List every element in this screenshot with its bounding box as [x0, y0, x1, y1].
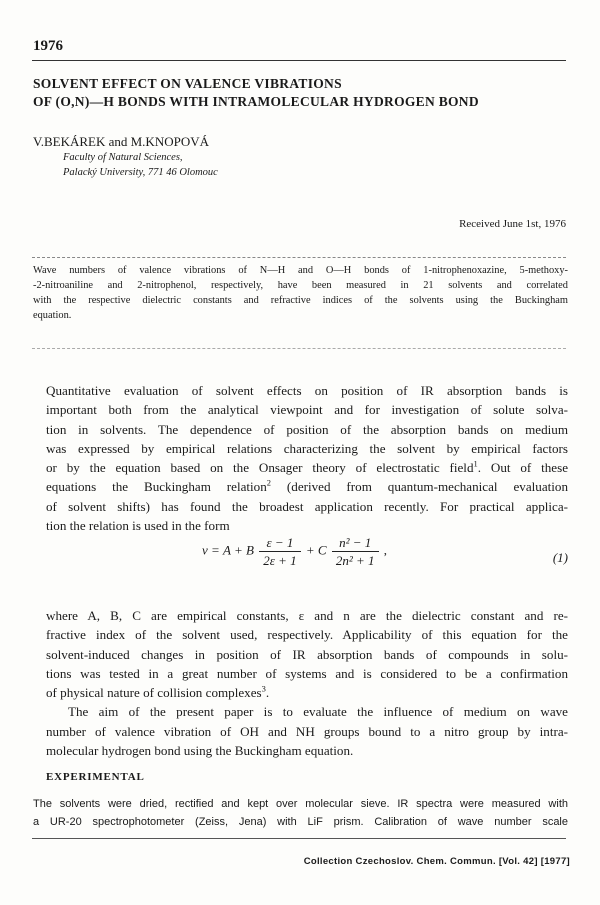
title-line-2: OF (O,N)—H BONDS WITH INTRAMOLECULAR HYDROGEN BOND [33, 94, 479, 109]
authors: V.BEKÁREK and M.KNOPOVÁ [33, 134, 209, 149]
affiliation-line-2: Palacký University, 771 46 Olomouc [63, 167, 218, 178]
text-line: where A, B, C are empirical constants, ε and n are the dielectric constant and re- [46, 608, 568, 623]
page-number: 1976 [33, 38, 63, 54]
reference-2: 2 [266, 478, 272, 489]
journal-footer: Collection Czechoslov. Chem. Commun. [Vol. 42] [1977] [303, 856, 570, 867]
abstract [33, 263, 568, 323]
text-line: was expressed by empirical relations characterizing the solvent by empirical factors [46, 440, 568, 456]
paragraph-introduction [46, 381, 568, 535]
abstract-line: Wave numbers of valence vibrations of N—H and O—H bonds of 1-nitrophenoxazine, 5-methoxy- [33, 265, 568, 276]
text-line: tion in solvents. The dependence of position of the absorption bands on medium [46, 421, 568, 437]
buckingham-equation: ν = A + B $\frac{\varepsilon - 1}{2\varepsilon + 1}$ + C $\frac{\text{n² − 1}}{\text{2n² + 1}}$ , [202, 535, 387, 568]
equation-number: (1) [552, 550, 568, 565]
experimental-text-line-1: The solvents were dried, rectified and kept over molecular sieve. IR spectra were measured with [33, 798, 568, 810]
text-line: The aim of the present paper is to evaluate the influence of medium on wave [68, 704, 568, 720]
header-rule [32, 60, 566, 61]
text-line: important both from the analytical viewpoint and for investigation of solute solva- [46, 402, 568, 418]
received-date: Received June 1st, 1976 [459, 218, 566, 230]
equation-fraction-refractive: $\frac{\text{n² − 1}}{\text{2n² + 1}}$ [332, 534, 379, 569]
section-heading-experimental: EXPERIMENTAL [46, 771, 145, 783]
affiliation-line-1: Faculty of Natural Sciences, [63, 152, 183, 163]
abstract-line: -2-nitroaniline and 2-nitrophenol, respectively, have been measured in 21 solvents and correlated [33, 280, 568, 291]
reference-1: 1 [473, 458, 478, 469]
title-line-1: SOLVENT EFFECT ON VALENCE VIBRATIONS [33, 76, 342, 91]
footer-rule [32, 838, 566, 839]
abstract-line: with the respective dielectric constants and refractive indices of the solvents using the Buckingham [33, 295, 568, 306]
reference-3: 3 [261, 683, 266, 694]
equation-lhs: ν = A + B [202, 542, 254, 558]
equation-plus-c: + C [305, 542, 327, 558]
paragraph-aim [46, 606, 568, 760]
text-line: Quantitative evaluation of solvent effects on position of IR absorption bands is [46, 383, 568, 398]
text-line: of solvent shifts) has found the broadest application recently. For practical applica- [46, 498, 568, 514]
text-line: molecular hydrogen bond using the Buckingham equation. [46, 743, 354, 759]
text-line: tion the relation is used in the form [46, 518, 230, 534]
abstract-rule-top [32, 257, 566, 258]
abstract-line: equation. [33, 310, 72, 321]
text-line: fractive index of the solvent used, respectively. Applicability of this equation for the [46, 627, 568, 643]
text-line: or by the equation based on the Onsager theory of electrostatic field$^1$. Out of these [46, 458, 568, 476]
equation-fraction-dielectric: $\frac{\varepsilon - 1}{2\varepsilon + 1}$ [259, 534, 300, 569]
abstract-rule-bottom [32, 348, 566, 349]
text-line: solvent-induced changes in position of IR absorption bands of compounds in solu- [46, 646, 568, 662]
experimental-text-line-2: a UR-20 spectrophotometer (Zeiss, Jena) with LiF prism. Calibration of wave number scale [33, 816, 568, 828]
text-line: tions was tested in a great number of systems and is considered to be a confirmation [46, 665, 568, 681]
text-line: number of valence vibration of OH and NH groups bound to a nitro group by intra- [46, 723, 568, 739]
text-line: of physical nature of collision complexes$^3$. [46, 683, 270, 701]
text-line: equations the Buckingham relation$^2$ (derived from quantum-mechanical evaluation [46, 478, 568, 495]
